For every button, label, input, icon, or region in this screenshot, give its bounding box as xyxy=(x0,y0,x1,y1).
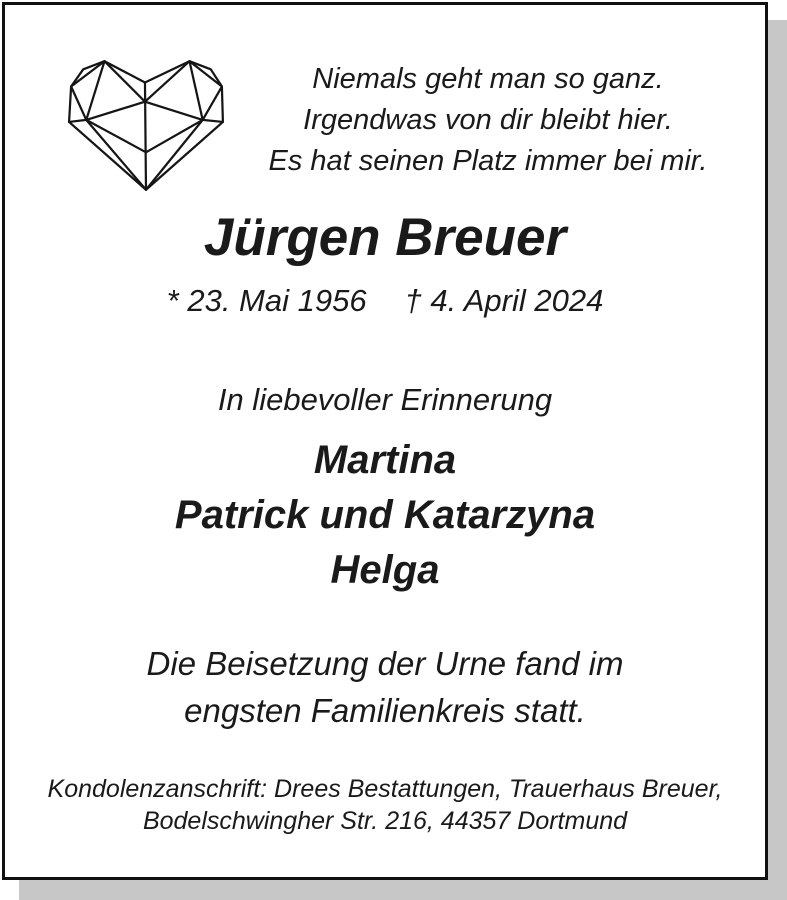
remembrance-intro: In liebevoller Erinnerung xyxy=(217,382,553,417)
birth-date: * 23. Mai 1956 xyxy=(166,283,367,318)
geometric-heart-icon xyxy=(63,51,231,203)
mourner-name-2: Patrick und Katarzyna xyxy=(174,493,596,537)
condolence-line-1: Kondolenzanschrift: Drees Bestattungen, Trauerhaus Breuer, xyxy=(47,775,723,803)
condolence-address xyxy=(5,773,765,837)
quote-line-2: Irgendwas von dir bleibt hier. xyxy=(303,104,673,136)
obituary-card xyxy=(2,2,768,880)
mourner-name-1: Martina xyxy=(313,438,457,482)
burial-line-1: Die Beisetzung der Urne fand im xyxy=(146,645,624,682)
quote-line-3: Es hat seinen Platz immer bei mir. xyxy=(268,145,708,177)
mourners-list xyxy=(5,433,765,598)
deceased-name: Jürgen Breuer xyxy=(203,208,567,267)
condolence-line-2: Bodelschwingher Str. 216, 44357 Dortmund xyxy=(142,807,628,835)
mourner-name-3: Helga xyxy=(330,548,440,592)
death-date: † 4. April 2024 xyxy=(404,283,604,318)
burial-notice xyxy=(5,640,765,734)
quote-line-1: Niemals geht man so ganz. xyxy=(312,63,664,95)
life-dates xyxy=(5,281,765,321)
memorial-quote xyxy=(255,59,721,182)
burial-line-2: engsten Familienkreis statt. xyxy=(184,692,586,729)
